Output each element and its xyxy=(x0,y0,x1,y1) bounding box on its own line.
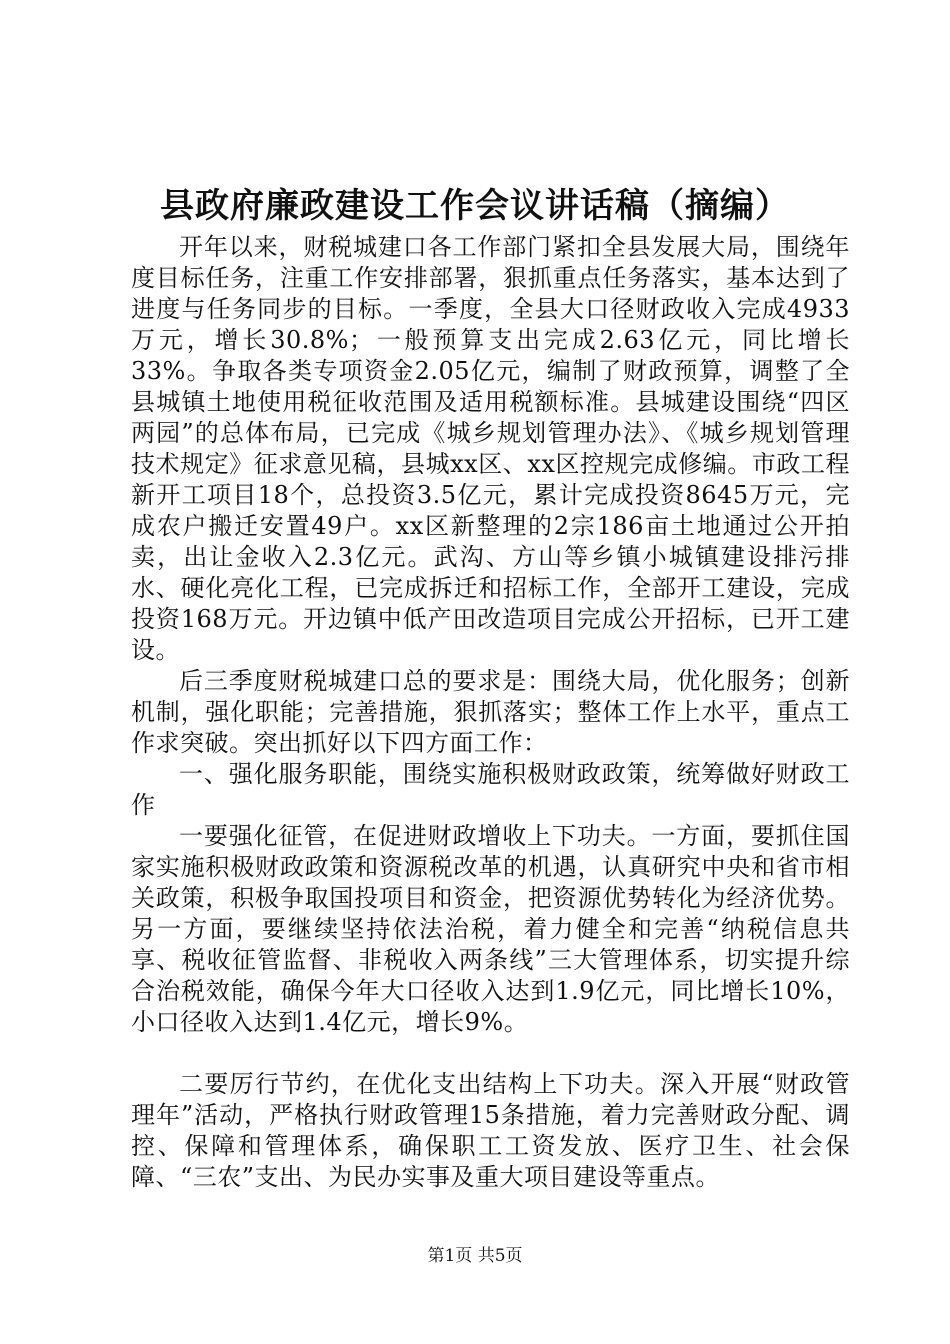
page-footer: 第1页 共5页 xyxy=(427,1246,523,1266)
paragraph-section-heading-1: 一、强化服务职能，围绕实施积极财政政策，统筹做好财政工作 xyxy=(131,760,850,819)
paragraph-requirements: 后三季度财税城建口总的要求是：围绕大局，优化服务；创新机制，强化职能；完善措施，狠抓落实；整体工作上水平，重点工作求突破。突出抓好以下四方面工作： xyxy=(131,667,850,757)
document-body xyxy=(131,232,850,1193)
paragraph-q1-review: 开年以来，财税城建口各工作部门紧扣全县发展大局，围绕年度目标任务，注重工作安排部署，狠抓重点任务落实，基本达到了进度与任务同步的目标。一季度，全县大口径财政收入完成4933万元，增长30.8%；一般预算支出完成2.63亿元，同比增长33%。争取各类专项资金2.05亿元，编制了财政预算，调整了全县城镇土地使用税征收范围及适用税额标准。县城建设围绕“四区两园”的总体布局，已完成《城乡规划管理办法》、《城乡规划管理技术规定》征求意见稿，县城xx区、xx区控规完成修编。市政工程新开工项目18个，总投资3.5亿元，累计完成投资8645万元，完成农户搬迁安置49户。xx区新整理的2宗186亩土地通过公开拍卖，出让金收入2.3亿元。武沟、方山等乡镇小城镇建设排污排水、硬化亮化工程，已完成拆迁和招标工作，全部开工建设，完成投资168万元。开边镇中低产田改造项目完成公开招标，已开工建设。 xyxy=(131,233,850,664)
document-title: 县政府廉政建设工作会议讲话稿（摘编） xyxy=(160,186,790,226)
paragraph-tax-collection: 一要强化征管，在促进财政增收上下功夫。一方面，要抓住国家实施积极财政政策和资源税改革的机遇，认真研究中央和省市相关政策，积极争取国投项目和资金，把资源优势转化为经济优势。另一方面，要继续坚持依法治税，着力健全和完善“纳税信息共享、税收征管监督、非税收入两条线”三大管理体系，切实提升综合治税效能，确保今年大口径收入达到1.9亿元，同比增长10%，小口径收入达到1.4亿元，增长9%。 xyxy=(131,822,850,1036)
paragraph-frugality: 二要厉行节约，在优化支出结构上下功夫。深入开展“财政管理年”活动，严格执行财政管理15条措施，着力完善财政分配、调控、保障和管理体系，确保职工工资发放、医疗卫生、社会保障、“三农”支出、为民办实事及重大项目建设等重点。 xyxy=(131,1070,850,1191)
